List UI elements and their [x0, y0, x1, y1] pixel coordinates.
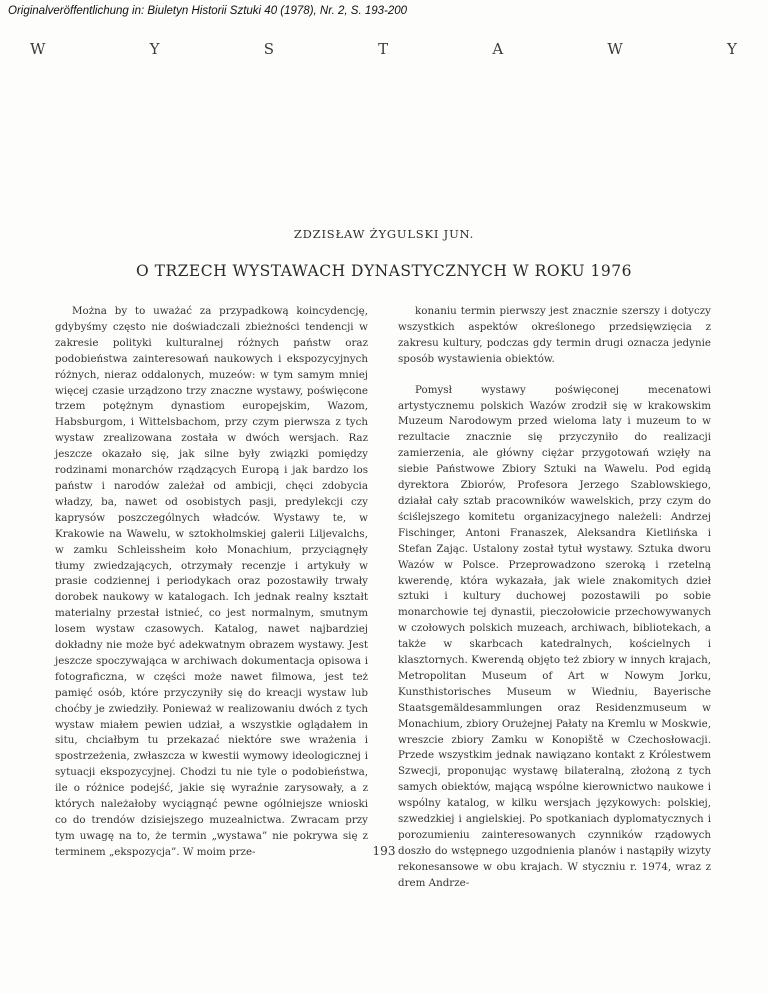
- publication-note: Originalveröffentlichung in: Biuletyn Historii Sztuki 40 (1978), Nr. 2, S. 193-200: [8, 5, 408, 17]
- paragraph: Pomysł wystawy poświęconej mecenatowi artystycznemu polskich Wazów zrodził się w krakowskim Muzeum Narodowym przed wieloma laty i muzeum to w rezultacie znacznie się przyczyniło do realizacji zamierzenia, ale główny ciężar przygotowań wzięły na siebie Państwowe Zbiory Sztuki na Wawelu. Pod egidą dyrektora Zbiorów, Profesora Jerzego Szablowskiego, działał cały sztab pracowników wawelskich, przy czym do ściślejszego komitetu organizacyjnego należeli: Andrzej Fischinger, Antoni Franaszek, Aleksandra Kietlińska i Stefan Zając. Ustalony został tytuł wystawy. Sztuka dworu Wazów w Polsce. Przeprowadzono szeroką i rzetelną kwerendę, która wykazała, jak wiele znakomitych dzieł sztuki i kultury duchowej pozostawili po sobie monarchowie tej dynastii, pieczołowicie przechowywanych w czołowych polskich muzeach, archiwach, bibliotekach, a także w skarbcach katedralnych, kościelnych i klasztornych. Kwerendą objęto też zbiory w innych krajach, Metropolitan Museum of Art w Nowym Jorku, Kunsthistorisches Museum w Wiedniu, Bayerische Staatsgemäldesammlungen oraz Residenzmuseum w Monachium, zbiory Orużejnej Pałaty na Kremlu w Moskwie, wreszcie zbiory Zamku w Konopiště w Czechosłowacji. Przede wszystkim jednak nawiązano kontakt z Królestwem Szwecji, proponując wystawę bilateralną, złożoną z tych samych obiektów, mającą wspólne kierownictwo naukowe i wspólny katalog, w kilku wersjach językowych: polskiej, szwedzkiej i angielskiej. Po spotkaniach dyplomatycznych i porozumieniu zainteresowanych czynników rządowych doszło do wstępnego uzgodnienia planów i nastąpiły wizyty rekonesansowe w obu krajach. W styczniu r. 1974, wraz z drem Andrze-: [398, 383, 711, 889]
- section-heading: [30, 40, 738, 58]
- section-letter: Y: [727, 40, 738, 58]
- section-letter: T: [378, 40, 390, 58]
- section-letter: S: [263, 40, 275, 58]
- article-title: O TRZECH WYSTAWACH DYNASTYCZNYCH W ROKU 1976: [135, 262, 632, 280]
- section-letter: W: [607, 40, 624, 58]
- author-name: ZDZISŁAW ŻYGULSKI JUN.: [293, 227, 475, 241]
- page-number: 193: [372, 844, 396, 858]
- section-letter: Y: [149, 40, 161, 58]
- section-letter: A: [492, 40, 505, 58]
- paragraph: konaniu termin pierwszy jest znacznie szerszy i dotyczy wszystkich aspektów określonego przedsięwzięcia z zakresu kultury, podczas gdy termin drugi oznacza jedynie sposób wystawienia obiektów.: [398, 305, 711, 365]
- right-column: [398, 304, 711, 892]
- section-letter: W: [30, 40, 47, 58]
- left-column: [55, 304, 368, 861]
- paragraph: Można by to uważać za przypadkową koincydencję, gdybyśmy często nie doświadczali zbieżności tendencji w zakresie polityki kulturalnej różnych państw oraz podobieństwa zainteresowań naukowych i ekspozycyjnych różnych, nieraz oddalonych, muzeów: w tym samym mniej więcej czasie urządzono trzy znaczne wystawy, poświęcone trzem potężnym dynastiom europejskim, Wazom, Habsburgom, i Wittelsbachom, przy czym pierwsza z tych wystaw zrealizowana została w dwóch wersjach. Raz jeszcze okazało się, jak silne były związki pomiędzy rodzinami monarchów rządzących Europą i jak bardzo los państw i narodów zależał od ambicji, chęci zdobycia władzy, ba, nawet od osobistych pasji, predylekcji czy kaprysów poszczególnych władców. Wystawy te, w Krakowie na Wawelu, w sztokholmskiej galerii Liljevalchs, w zamku Schleissheim koło Monachium, przyciągnęły tłumy zwiedzających, otrzymały recenzje i artykuły w prasie codziennej i periodykach oraz pozostawiły trwały dorobek naukowy w katalogach. Ich jednak realny kształt materialny przestał istnieć, co jest normalnym, smutnym losem wystaw czasowych. Katalog, nawet najbardziej dokładny nie może być adekwatnym obrazem wystawy. Jest jeszcze spoczywająca w archiwach dokumentacja opisowa i fotograficzna, w części może nawet filmowa, jest też pamięć osób, które przyczyniły się do kreacji wystaw lub choćby je zwiedziły. Ponieważ w realizowaniu dwóch z tych wystaw miałem pewien udział, a wszystkie oglądałem in situ, chciałbym tu przekazać niektóre swe wrażenia i spostrzeżenia, zwłaszcza w kwestii wymowy ideologicznej i sytuacji ekspozycyjnej. Chodzi tu nie tyle o podobieństwa, ile o różnice podejść, jakie się wyraźnie zarysowały, a z których należałoby wyciągnąć pewne ogólniejsze wnioski co do trendów dzisiejszego muzealnictwa. Zwracam przy tym uwagę na to, że termin „wystawa” nie pokrywa się z terminem „ekspozycja”. W moim prze-: [55, 305, 368, 858]
